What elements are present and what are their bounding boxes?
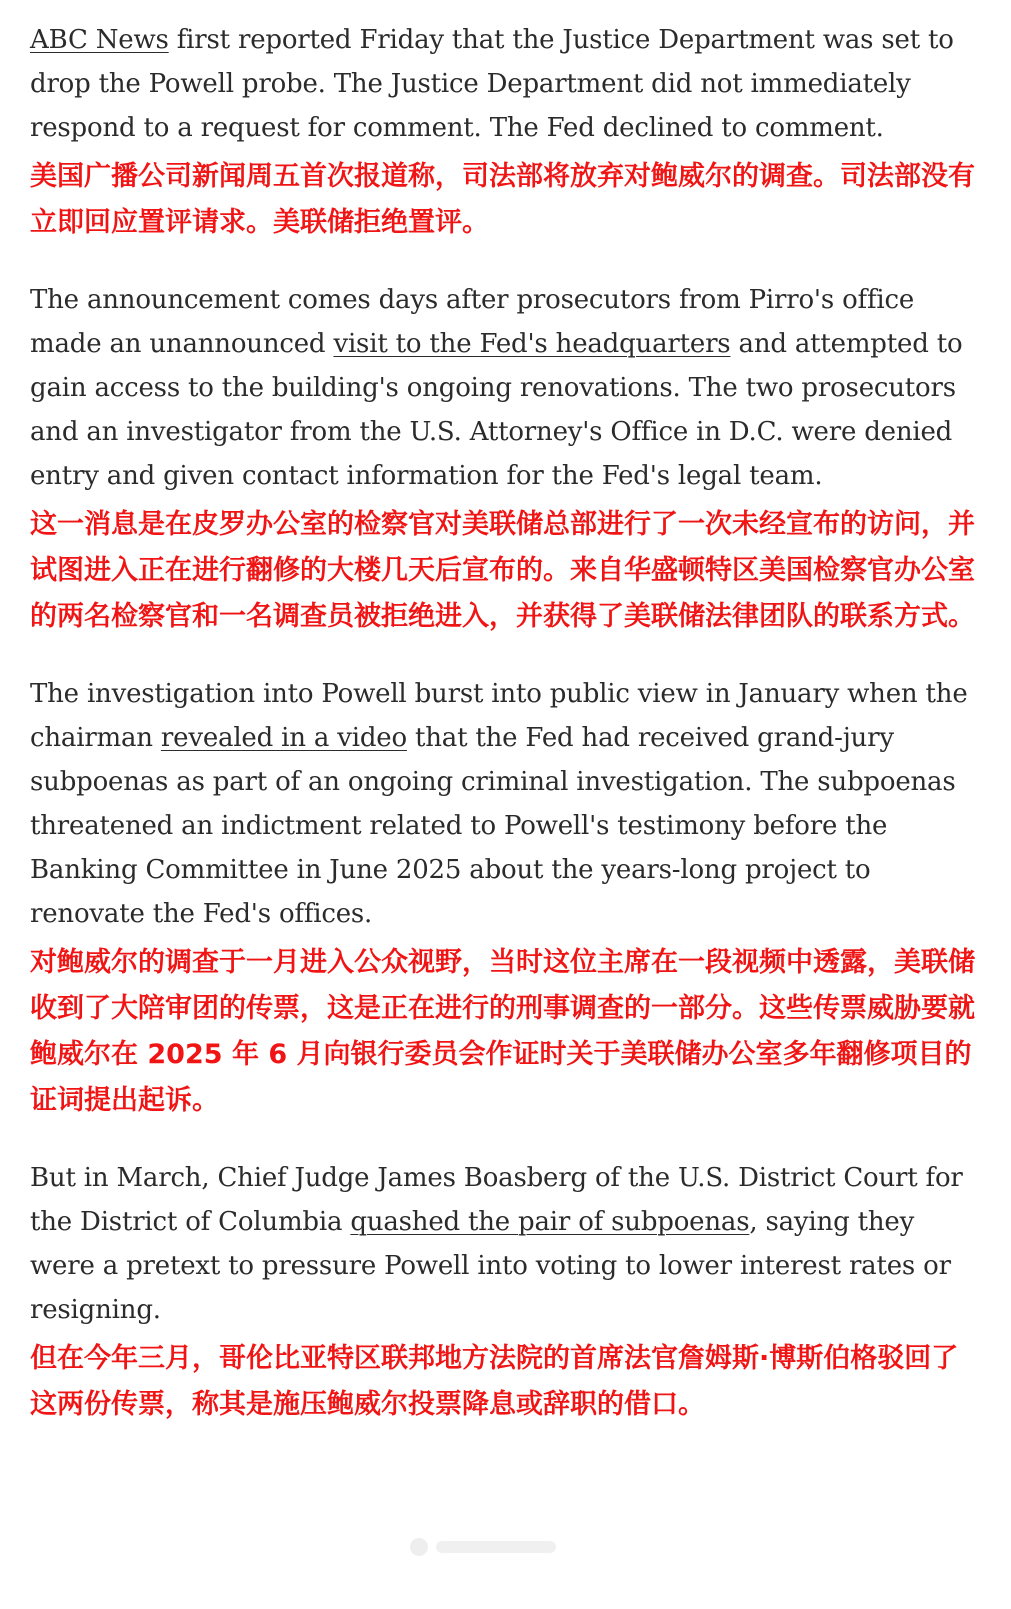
paragraph-block-3 bbox=[30, 672, 975, 1124]
paragraph-block-4 bbox=[30, 1156, 975, 1428]
paragraph-text: But in March, Chief Judge James Boasberg of the U.S. District Court for the District of Columbia bbox=[30, 1163, 963, 1237]
paragraph-text: The investigation into Powell burst into public view in January when the chairman bbox=[30, 679, 968, 753]
paragraph-block-2 bbox=[30, 278, 975, 640]
chinese-translation: 但在今年三月，哥伦比亚特区联邦地方法院的首席法官詹姆斯·博斯伯格驳回了这两份传票，称其是施压鲍威尔投票降息或辞职的借口。 bbox=[30, 1343, 959, 1420]
faint-watermark bbox=[410, 1532, 590, 1562]
paragraph-text: The announcement comes days after prosecutors from Pirro's office made an unannounced bbox=[30, 285, 915, 359]
paragraph-text: and attempted to gain access to the building's ongoing renovations. The two prosecutors and an investigator from the U.S. Attorney's Office in D.C. were denied entry and given contact information for the Fed's legal team. bbox=[30, 329, 963, 491]
english-paragraph bbox=[30, 18, 975, 150]
article-body bbox=[30, 18, 975, 1428]
english-paragraph bbox=[30, 1156, 975, 1332]
revealed-in-video-link[interactable]: revealed in a video bbox=[160, 723, 407, 753]
english-paragraph bbox=[30, 672, 975, 936]
watermark-text-placeholder bbox=[436, 1541, 556, 1553]
chinese-translation: 对鲍威尔的调查于一月进入公众视野，当时这位主席在一段视频中透露，美联储收到了大陪审团的传票，这是正在进行的刑事调查的一部分。这些传票威胁要就鲍威尔在 2025 年 6 月向银行委员会作证时关于美联储办公室多年翻修项目的证词提出起诉。 bbox=[30, 947, 975, 1116]
fed-headquarters-visit-link[interactable]: visit to the Fed's headquarters bbox=[333, 329, 731, 359]
paragraph-block-1 bbox=[30, 18, 975, 246]
chinese-translation: 美国广播公司新闻周五首次报道称，司法部将放弃对鲍威尔的调查。司法部没有立即回应置评请求。美联储拒绝置评。 bbox=[30, 161, 975, 238]
abc-news-link[interactable]: ABC News bbox=[30, 25, 169, 55]
quashed-subpoenas-link[interactable]: quashed the pair of subpoenas bbox=[350, 1207, 750, 1237]
chinese-translation: 这一消息是在皮罗办公室的检察官对美联储总部进行了一次未经宣布的访问，并试图进入正在进行翻修的大楼几天后宣布的。来自华盛顿特区美国检察官办公室的两名检察官和一名调查员被拒绝进入，并获得了美联储法律团队的联系方式。 bbox=[30, 509, 975, 632]
paragraph-text: , saying they were a pretext to pressure Powell into voting to lower interest rates or resigning. bbox=[30, 1207, 951, 1325]
paragraph-text: that the Fed had received grand-jury subpoenas as part of an ongoing criminal investigation. The subpoenas threatened an indictment related to Powell's testimony before the Banking Committee in June 2025 about the years-long project to renovate the Fed's offices. bbox=[30, 723, 956, 929]
paragraph-text: first reported Friday that the Justice Department was set to drop the Powell probe. The Justice Department did not immediately respond to a request for comment. The Fed declined to comment. bbox=[30, 25, 954, 143]
english-paragraph bbox=[30, 278, 975, 498]
watermark-logo-icon bbox=[410, 1538, 428, 1556]
